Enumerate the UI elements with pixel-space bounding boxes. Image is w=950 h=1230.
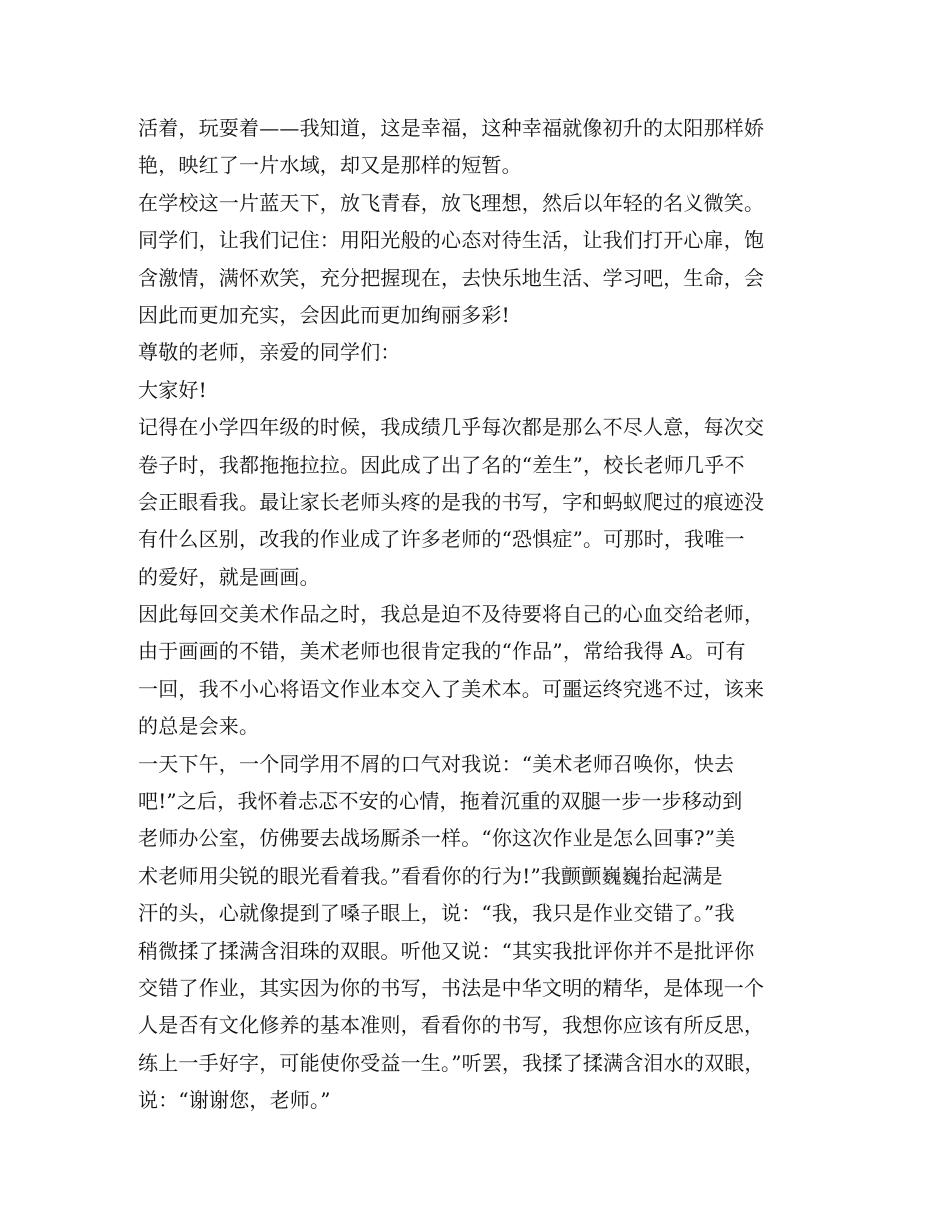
text-line: 由于画画的不错，美术老师也很肯定我的“作品”，常给我得 A。可有 [138, 639, 746, 664]
text-line: 术老师用尖锐的眼光看着我。”看看你的行为!”我颤颤巍巍抬起满是 [138, 863, 723, 888]
text-line: 的爱好，就是画画。 [138, 564, 320, 589]
text-line: 因此而更加充实，会因此而更加绚丽多彩! [138, 302, 510, 327]
text-line: 一天下午，一个同学用不屑的口气对我说：“美术老师召唤你，快去 [138, 751, 735, 776]
text-line: 记得在小学四年级的时候，我成绩几乎每次都是那么不尽人意，每次交 [138, 415, 765, 440]
text-line: 会正眼看我。最让家长老师头疼的是我的书写，字和蚂蚁爬过的痕迹没 [138, 489, 765, 514]
text-line: 含激情，满怀欢笑，充分把握现在，去快乐地生活、学习吧，生命，会 [138, 265, 765, 290]
text-line: 汗的头，心就像提到了嗓子眼上，说：“我，我只是作业交错了。”我 [138, 901, 735, 926]
text-line: 一回，我不小心将语文作业本交入了美术本。可噩运终究逃不过，该来 [138, 676, 765, 701]
text-line: 在学校这一片蓝天下，放飞青春，放飞理想，然后以年轻的名义微笑。 [138, 190, 765, 215]
document-body [138, 110, 838, 1120]
text-line: 卷子时，我都拖拖拉拉。因此成了出了名的“差生”，校长老师几乎不 [138, 452, 745, 477]
text-line: 因此每回交美术作品之时，我总是迫不及待要将自己的心血交给老师， [138, 602, 765, 627]
text-line: 有什么区别，改我的作业成了许多老师的“恐惧症”。可那时，我唯一 [138, 527, 745, 552]
greeting-line: 大家好! [138, 377, 207, 402]
text-line: 艳，映红了一片水域，却又是那样的短暂。 [138, 153, 522, 178]
text-line: 人是否有文化修养的基本准则，看看你的书写，我想你应该有所反思， [138, 1013, 765, 1038]
text-line: 说：“谢谢您，老师。” [138, 1088, 331, 1113]
text-line: 老师办公室，仿佛要去战场厮杀一样。“你这次作业是怎么回事?”美 [138, 826, 736, 851]
text-line: 吧!”之后，我怀着忐忑不安的心情，拖着沉重的双腿一步一步移动到 [138, 789, 743, 814]
salutation-line: 尊敬的老师，亲爱的同学们： [138, 340, 401, 365]
text-line: 同学们，让我们记住：用阳光般的心态对待生活，让我们打开心扉，饱 [138, 228, 765, 253]
text-line: 的总是会来。 [138, 714, 260, 739]
text-line: 练上一手好字，可能使你受益一生。”听罢，我揉了揉满含泪水的双眼， [138, 1050, 765, 1075]
text-line: 稍微揉了揉满含泪珠的双眼。听他又说：“其实我批评你并不是批评你 [138, 938, 755, 963]
text-line: 活着，玩耍着——我知道，这是幸福，这种幸福就像初升的太阳那样娇 [138, 116, 765, 140]
text-line: 交错了作业，其实因为你的书写，书法是中华文明的精华，是体现一个 [138, 975, 765, 1000]
